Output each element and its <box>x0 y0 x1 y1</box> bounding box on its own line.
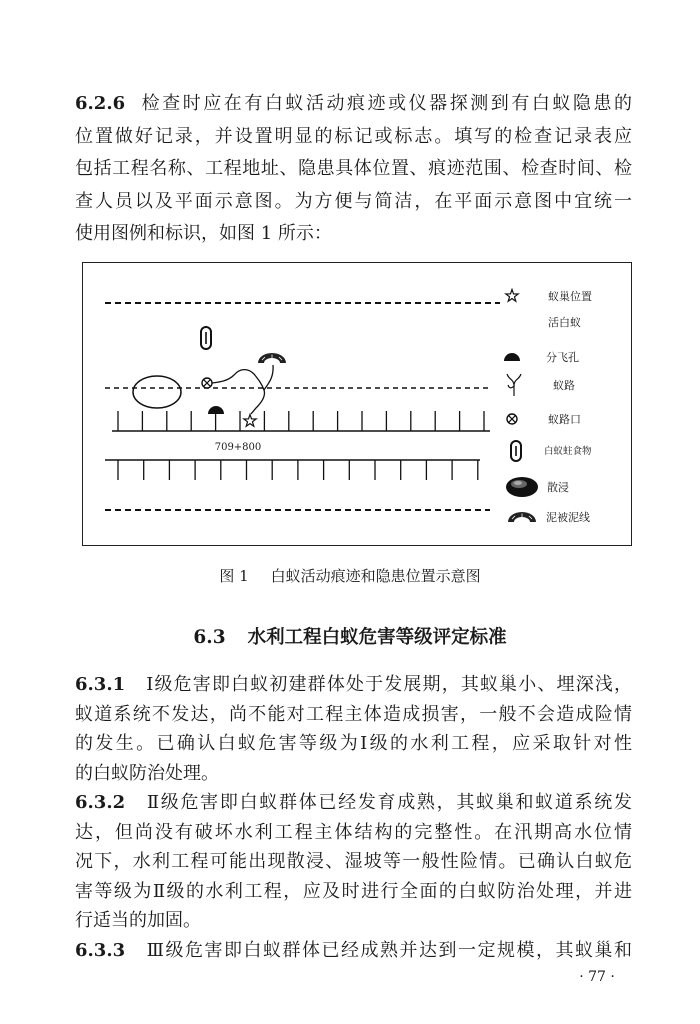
section-heading <box>0 626 700 650</box>
chainage-label: 709+800 <box>214 442 262 453</box>
text-line <box>75 121 632 154</box>
line-text: Ⅰ级危害即白蚁初建群体处于发展期，其蚁巢小、埋深浅， <box>145 674 632 695</box>
legend-label: 蚁巢位置 <box>548 290 592 303</box>
figure-caption <box>0 566 700 586</box>
line-text: 的白蚁防治处理。 <box>75 762 219 784</box>
line-text: 位置做好记录，并设置明显的标记或标志。填写的检查记录表应 <box>75 125 632 147</box>
circled-x-icon <box>202 378 212 388</box>
rounded-capsule-icon <box>511 441 521 461</box>
legend-label: 蚁路口 <box>548 413 581 426</box>
branching-path-icon <box>507 374 521 396</box>
legend-label: 白蚁蛀食物 <box>544 446 592 457</box>
page-number: · 77 · <box>579 969 615 985</box>
line-text: 蚁道系统不发达，尚不能对工程主体造成损害，一般不会造成险情 <box>75 703 632 725</box>
text-line <box>75 729 632 759</box>
half-disc-icon <box>504 353 520 361</box>
clause-number: 6.2.6 <box>75 93 126 114</box>
line-text: 查人员以及平面示意图。为方便与简洁，在平面示意图中宜统一 <box>75 190 632 212</box>
section-number: 6.3 <box>193 627 226 648</box>
seepage-area-outline <box>133 376 181 408</box>
star-outline-icon <box>244 415 256 427</box>
legend-label: 蚁路 <box>553 379 575 392</box>
text-line <box>75 700 632 730</box>
line-text: 达，但尚没有破坏水利工程主体结构的完整性。在汛期高水位情 <box>75 821 632 843</box>
legend-label: 散浸 <box>547 481 569 494</box>
line-text: 包括工程名称、工程地址、隐患具体位置、痕迹范围、检查时间、检 <box>75 158 632 179</box>
text-line <box>75 670 632 700</box>
legend <box>504 289 592 524</box>
line-text: 行适当的加固。 <box>75 910 201 931</box>
text-line <box>75 759 632 789</box>
line-text: 检查时应在有白蚁活动痕迹或仪器探测到有白蚁隐患的 <box>139 93 632 114</box>
line-text: Ⅲ级危害即白蚁群体已经成熟并达到一定规模，其蚁巢和 <box>145 939 632 961</box>
text-line <box>75 88 632 121</box>
arch-icon <box>508 512 536 522</box>
section-title: 水利工程白蚁危害等级评定标准 <box>247 627 507 648</box>
circled-x-icon <box>507 414 517 424</box>
line-text: 况下，水利工程可能出现散浸、湿坡等一般性险情。已确认白蚁危 <box>75 851 632 872</box>
legend-label: 分飞孔 <box>546 351 579 364</box>
text-line <box>75 877 632 907</box>
line-text: Ⅱ级危害即白蚁群体已经发育成熟，其蚁巢和蚁道系统发 <box>145 792 632 813</box>
tick-row-upper <box>118 411 484 431</box>
figure-1-frame <box>82 262 632 546</box>
text-line <box>75 847 632 877</box>
text-line <box>75 186 632 219</box>
arch-icon <box>258 353 286 363</box>
clause-number: 6.3.2 <box>75 792 126 813</box>
text-line <box>75 788 632 818</box>
text-line <box>75 936 632 966</box>
line-text: 害等级为Ⅱ级的水利工程，应及时进行全面的白蚁防治处理，并进 <box>75 880 632 902</box>
rounded-capsule-icon <box>201 327 211 349</box>
text-line <box>75 818 632 848</box>
clauses-6-3 <box>75 670 632 965</box>
clause-number: 6.3.1 <box>75 674 126 695</box>
clause-number: 6.3.3 <box>75 939 126 961</box>
half-disc-icon <box>208 406 224 414</box>
text-line <box>75 153 632 186</box>
line-text: 的发生。已确认白蚁危害等级为Ⅰ级的水利工程，应采取针对性 <box>75 733 632 754</box>
star-outline-icon <box>506 290 518 302</box>
filled-ellipse-icon <box>506 477 538 497</box>
line-text: 使用图例和标识，如图 1 所示： <box>75 223 332 244</box>
legend-label: 活白蚁 <box>548 316 581 329</box>
figure-1-diagram <box>82 262 632 546</box>
termite-tunnel-branch <box>264 365 273 390</box>
caption-number: 图 1 <box>219 567 249 585</box>
caption-title: 白蚁活动痕迹和隐患位置示意图 <box>270 567 481 585</box>
text-line <box>75 906 632 936</box>
legend-label: 泥被泥线 <box>546 511 590 524</box>
paragraph-6-2-6 <box>75 88 632 251</box>
text-line <box>75 218 632 251</box>
tick-row-lower <box>118 460 478 480</box>
